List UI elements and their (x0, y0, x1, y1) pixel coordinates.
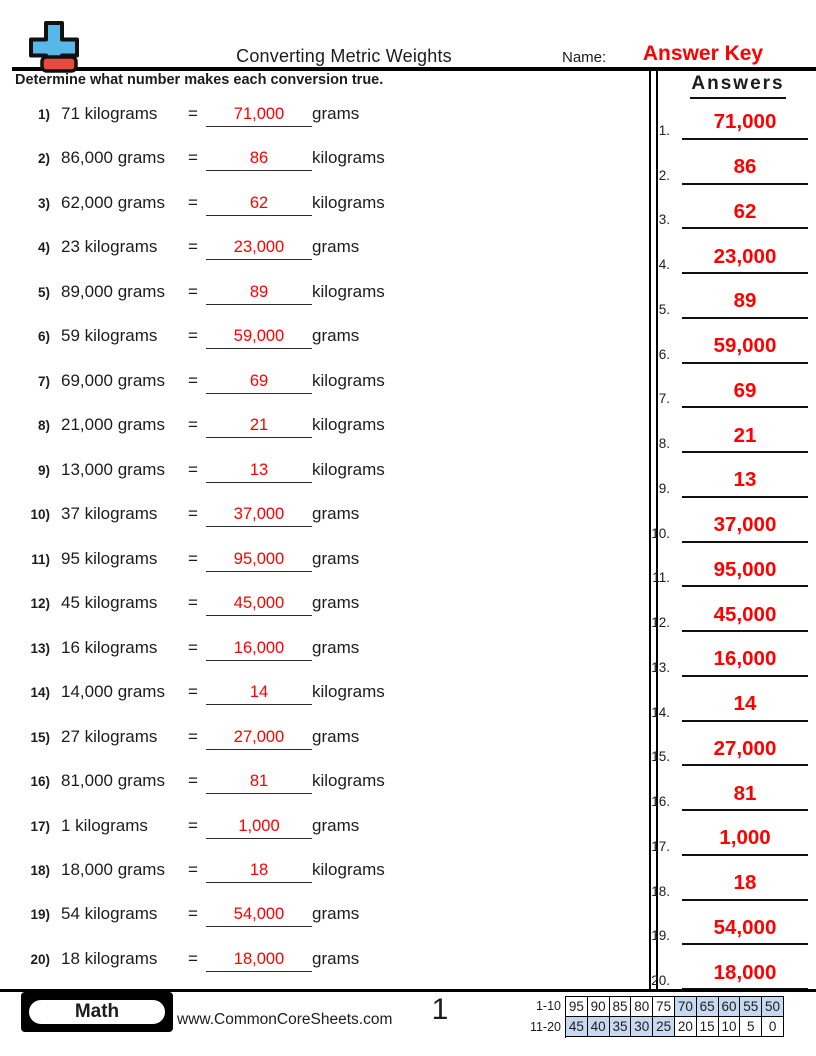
answer-value: 21 (682, 426, 808, 454)
answer-number: 19. (651, 928, 670, 944)
problem-number: 9) (37, 462, 50, 478)
answer-blank: 62 (206, 194, 312, 216)
problem-number: 11) (31, 551, 50, 567)
problem-row (18, 90, 650, 134)
problem-number: 8) (37, 418, 50, 434)
answer-number: 12. (651, 615, 670, 630)
answer-number: 7. (658, 391, 670, 407)
score-cell: 25 (653, 1017, 675, 1037)
problem-row (18, 846, 650, 890)
equals-sign: = (188, 948, 198, 968)
problem-number: 10) (30, 507, 50, 523)
unit-label: kilograms (312, 415, 385, 435)
answer-number: 8. (658, 436, 670, 451)
answer-row (658, 408, 808, 453)
answer-number: 10. (651, 525, 670, 541)
unit-label: kilograms (312, 459, 385, 479)
unit-label: grams (312, 326, 360, 346)
unit-label: grams (312, 815, 360, 835)
answer-value: 59,000 (682, 336, 808, 364)
answer-number: 13. (651, 659, 670, 675)
answer-blank: 16,000 (206, 639, 312, 661)
score-row (528, 996, 784, 1017)
website-text: www.CommonCoreSheets.com (177, 1011, 393, 1028)
problem-row (18, 223, 650, 267)
answer-row (658, 274, 808, 319)
score-cell: 85 (610, 997, 632, 1017)
score-cell: 45 (566, 1017, 588, 1037)
problem-row (18, 179, 650, 223)
answer-number: 15. (651, 749, 670, 765)
answer-row (651, 498, 808, 543)
answer-number: 17. (651, 838, 670, 854)
problem-expression: 18,000 grams (61, 859, 165, 879)
answer-key-value: Answer Key (642, 42, 764, 65)
problem-number: 3) (37, 195, 50, 211)
answer-value: 62 (682, 202, 808, 230)
equals-sign: = (188, 815, 198, 835)
score-cell: 90 (588, 997, 610, 1017)
answer-number: 9. (658, 480, 670, 496)
problem-number: 7) (37, 373, 50, 389)
problem-row (18, 446, 650, 490)
problem-row (18, 357, 650, 401)
score-cell: 20 (675, 1017, 697, 1037)
problem-expression: 14,000 grams (61, 682, 165, 702)
problem-number: 13) (30, 640, 50, 656)
equals-sign: = (188, 593, 198, 613)
problem-expression: 81,000 grams (61, 771, 165, 791)
score-cell: 10 (719, 1017, 741, 1037)
equals-sign: = (188, 859, 198, 879)
equals-sign: = (188, 459, 198, 479)
problem-row (18, 268, 650, 312)
answer-value: 71,000 (682, 112, 808, 140)
answer-blank: 1,000 (206, 817, 312, 839)
problem-number: 16) (30, 774, 50, 790)
problem-row (18, 490, 650, 534)
unit-label: grams (312, 904, 360, 924)
score-cell: 5 (740, 1017, 762, 1037)
name-label: Name: (562, 49, 607, 66)
answer-row (658, 95, 808, 140)
problem-row (18, 624, 650, 668)
problem-expression: 45 kilograms (61, 593, 158, 613)
subject-badge (21, 992, 173, 1033)
answer-blank: 89 (206, 283, 312, 305)
answer-blank: 23,000 (206, 238, 312, 260)
problem-expression: 1 kilograms (61, 815, 148, 835)
unit-label: kilograms (312, 192, 385, 212)
answer-row (651, 677, 808, 722)
equals-sign: = (188, 682, 198, 702)
problem-expression: 37 kilograms (61, 504, 158, 524)
problem-number: 1) (37, 107, 50, 122)
answer-row (651, 587, 808, 632)
problem-expression: 62,000 grams (61, 192, 165, 212)
problem-expression: 59 kilograms (61, 326, 158, 346)
answer-number: 18. (651, 883, 670, 899)
answer-number: 2. (658, 167, 670, 183)
problem-expression: 23 kilograms (61, 237, 158, 257)
answer-value: 89 (682, 291, 808, 319)
score-cell: 40 (588, 1017, 610, 1037)
equals-sign: = (188, 771, 198, 791)
answer-blank: 86 (206, 149, 312, 171)
problem-number: 12) (30, 596, 50, 612)
equals-sign: = (188, 281, 198, 301)
problem-expression: 89,000 grams (61, 281, 165, 301)
score-grid (528, 996, 784, 1038)
unit-label: kilograms (312, 771, 385, 791)
problem-number: 20) (30, 951, 50, 967)
answer-row (658, 364, 808, 409)
answer-number: 20. (651, 973, 670, 988)
answer-number: 4. (658, 257, 670, 272)
answer-blank: 69 (206, 372, 312, 394)
problem-row (18, 579, 650, 623)
equals-sign: = (188, 726, 198, 746)
problem-expression: 69,000 grams (61, 370, 165, 390)
score-cells (565, 996, 784, 1017)
answer-number: 3. (658, 212, 670, 228)
unit-label: grams (312, 548, 360, 568)
answer-value: 13 (682, 470, 808, 498)
subject-label: Math (27, 998, 167, 1027)
unit-label: grams (312, 948, 360, 968)
answer-number: 14. (651, 704, 670, 720)
problem-expression: 21,000 grams (61, 415, 165, 435)
answer-value: 37,000 (682, 515, 808, 543)
unit-label: grams (312, 504, 360, 524)
answer-row (658, 229, 808, 274)
equals-sign: = (188, 192, 198, 212)
answer-row (658, 319, 808, 364)
unit-label: grams (312, 593, 360, 613)
answer-row (652, 543, 808, 588)
worksheet-title: Converting Metric Weights (236, 46, 452, 66)
unit-label: kilograms (312, 859, 385, 879)
problem-row (18, 713, 650, 757)
answer-blank: 81 (206, 772, 312, 794)
answer-row (651, 811, 808, 856)
unit-label: kilograms (312, 370, 385, 390)
answers-title: Answers (690, 73, 786, 99)
problem-number: 18) (30, 862, 50, 878)
score-cell: 55 (740, 997, 762, 1017)
equals-sign: = (188, 904, 198, 924)
answer-blank: 18 (206, 861, 312, 883)
answer-blank: 27,000 (206, 728, 312, 750)
page-number: 1 (431, 993, 449, 1026)
score-cell: 30 (631, 1017, 653, 1037)
problem-row (18, 134, 650, 178)
problem-row (18, 802, 650, 846)
problem-number: 5) (37, 284, 50, 300)
problem-row (18, 312, 650, 356)
problem-row (18, 890, 650, 934)
answer-row (651, 901, 808, 946)
equals-sign: = (188, 326, 198, 346)
answer-blank: 71,000 (206, 105, 312, 127)
answer-number: 1. (658, 122, 670, 138)
equals-sign: = (188, 104, 198, 123)
problem-row (18, 535, 650, 579)
answer-blank: 54,000 (206, 905, 312, 927)
answer-value: 95,000 (682, 560, 808, 588)
problem-number: 17) (30, 818, 50, 834)
problem-expression: 86,000 grams (61, 148, 165, 168)
unit-label: kilograms (312, 281, 385, 301)
instruction-text: Determine what number makes each conversion true. (15, 72, 384, 88)
answer-value: 16,000 (682, 649, 808, 677)
score-row-label: 11-20 (529, 1019, 561, 1034)
equals-sign: = (188, 237, 198, 257)
answer-value: 1,000 (682, 828, 808, 856)
score-cell: 50 (762, 997, 784, 1017)
answer-row (651, 856, 808, 901)
score-cell: 80 (631, 997, 653, 1017)
score-cell: 60 (719, 997, 741, 1017)
header-rule (12, 67, 816, 71)
unit-label: grams (312, 104, 360, 123)
problem-expression: 18 kilograms (61, 948, 158, 968)
problem-number: 14) (30, 685, 50, 701)
answer-value: 69 (682, 381, 808, 409)
answer-value: 27,000 (682, 739, 808, 767)
answer-number: 5. (658, 301, 670, 317)
answer-number: 16. (651, 794, 670, 809)
answer-number: 6. (658, 346, 670, 362)
problem-expression: 16 kilograms (61, 637, 158, 657)
answer-blank: 45,000 (206, 594, 312, 616)
unit-label: kilograms (312, 148, 385, 168)
unit-label: kilograms (312, 682, 385, 702)
score-cell: 95 (566, 997, 588, 1017)
equals-sign: = (188, 548, 198, 568)
problem-number: 19) (30, 907, 50, 923)
problem-row (18, 668, 650, 712)
score-cell: 70 (675, 997, 697, 1017)
problem-row (18, 401, 650, 445)
equals-sign: = (188, 148, 198, 168)
equals-sign: = (188, 637, 198, 657)
problems-list (18, 90, 650, 979)
answer-value: 14 (682, 694, 808, 722)
problem-expression: 27 kilograms (61, 726, 158, 746)
answer-blank: 37,000 (206, 505, 312, 527)
answer-blank: 18,000 (206, 950, 312, 972)
answer-value: 81 (682, 784, 808, 812)
answer-value: 86 (682, 157, 808, 185)
answer-row (651, 722, 808, 767)
answer-row (658, 185, 808, 230)
score-row (528, 1017, 784, 1038)
score-row-label: 1-10 (535, 998, 561, 1013)
answer-row (651, 632, 808, 677)
score-cell: 15 (697, 1017, 719, 1037)
problem-number: 2) (37, 151, 50, 167)
problem-number: 15) (30, 729, 50, 745)
answer-blank: 13 (206, 461, 312, 483)
problem-number: 4) (37, 240, 50, 256)
unit-label: grams (312, 726, 360, 746)
answer-row (658, 453, 808, 498)
unit-label: grams (312, 637, 360, 657)
problem-expression: 95 kilograms (61, 548, 158, 568)
unit-label: grams (312, 237, 360, 257)
answers-list (651, 95, 808, 990)
score-cell: 75 (653, 997, 675, 1017)
answer-value: 18,000 (682, 963, 808, 991)
problem-number: 6) (37, 329, 50, 345)
equals-sign: = (188, 370, 198, 390)
equals-sign: = (188, 504, 198, 524)
answer-row (658, 140, 808, 185)
score-cells (565, 1017, 784, 1038)
problem-expression: 71 kilograms (61, 104, 158, 123)
score-cell: 65 (697, 997, 719, 1017)
answer-value: 23,000 (682, 247, 808, 275)
answer-blank: 95,000 (206, 550, 312, 572)
problem-expression: 54 kilograms (61, 904, 158, 924)
answer-blank: 59,000 (206, 327, 312, 349)
answer-row (651, 766, 808, 811)
problem-row (18, 757, 650, 801)
answer-value: 45,000 (682, 605, 808, 633)
score-cell: 35 (610, 1017, 632, 1037)
equals-sign: = (188, 415, 198, 435)
answer-blank: 14 (206, 683, 312, 705)
answer-row (651, 945, 808, 990)
problem-row (18, 935, 650, 979)
answer-value: 18 (682, 873, 808, 901)
score-cell: 0 (762, 1017, 784, 1037)
answer-number: 11. (652, 570, 670, 586)
problem-expression: 13,000 grams (61, 459, 165, 479)
answer-value: 54,000 (682, 918, 808, 946)
answer-blank: 21 (206, 416, 312, 438)
